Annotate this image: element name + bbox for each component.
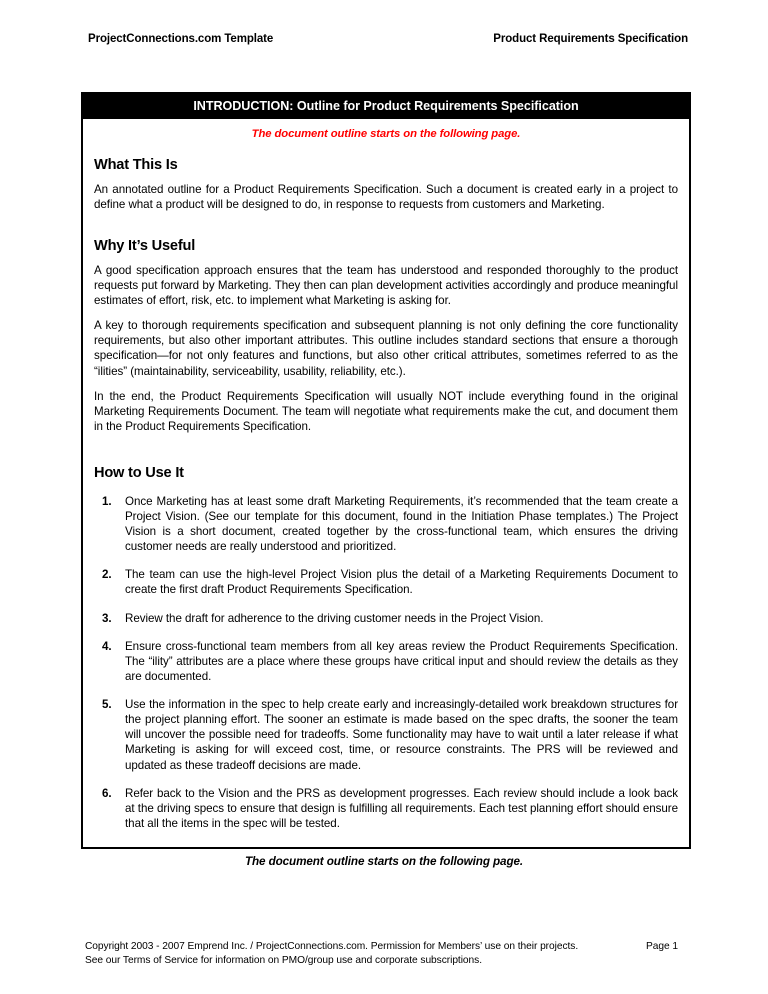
header-document-title: Product Requirements Specification xyxy=(493,33,688,45)
why-its-useful-paragraph-2: A key to thorough requirements specification and subsequent planning is not only defining the core functionality requirements, but also other important attributes. This outline includes standard sections that ensure a thorough specification—for not only features and functions, but also other critical attributes, sometimes referred to as the “ilities” (maintainability, serviceability, usability, reliability, etc.). xyxy=(94,319,678,378)
list-item-text: Ensure cross-functional team members from all key areas review the Product Requirements Specification. The “ility” attributes are a place where these groups have critical input and should review the details as they are documented. xyxy=(125,639,678,683)
footer-copyright: Copyright 2003 - 2007 Emprend Inc. / ProjectConnections.com. Permission for Members’ use on their projects. xyxy=(85,941,579,952)
list-item-text: The team can use the high-level Project Vision plus the detail of a Marketing Requirements Document to create the first draft Product Requirements Specification. xyxy=(125,568,678,597)
list-item-number: 4. xyxy=(102,639,112,653)
list-item-number: 2. xyxy=(102,568,112,582)
what-this-is-paragraph-1: An annotated outline for a Product Requirements Specification. Such a document is created early in a project to define what a product will be designed to do, in response to requests from customers and Marketing. xyxy=(94,183,678,212)
why-its-useful-paragraph-3: In the end, the Product Requirements Specification will usually NOT include everything found in the original Marketing Requirements Document. The team will negotiate what requirements make the cut, and document them in the Product Requirements Specification. xyxy=(94,389,678,433)
introduction-box-body xyxy=(83,119,689,847)
closing-outline-notice: The document outline starts on the following page. xyxy=(244,855,524,868)
list-item-number: 3. xyxy=(102,611,112,625)
heading-what-this-is: What This Is xyxy=(94,157,178,173)
list-item-text: Review the draft for adherence to the driving customer needs in the Project Vision. xyxy=(125,611,544,625)
running-header xyxy=(88,33,688,45)
why-its-useful-paragraph-1: A good specification approach ensures that the team has understood and responded thoroughly to the product requests put forward by Marketing. They then can plan development activities accordingly and produce meaningful estimates of effort, risk, etc. to implement what Marketing is asking for. xyxy=(94,264,678,308)
list-item-text: Use the information in the spec to help create early and increasingly-detailed work breakdown structures for the project planning effort. The sooner an estimate is made based on the spec drafts, the sooner the team will uncover the possible need for tradeoffs. Some functionality may have to wait until a later release if what Marketing is asking for will exceed cost, time, or resource constraints. The PRS will be reviewed and updated as these tradeoff decisions are made. xyxy=(125,698,678,772)
list-item-number: 6. xyxy=(102,786,112,800)
list-item xyxy=(94,786,678,831)
introduction-box-titlebar: INTRODUCTION: Outline for Product Requirements Specification xyxy=(83,94,689,119)
list-item xyxy=(94,639,678,684)
list-item-number: 5. xyxy=(102,698,112,711)
introduction-box xyxy=(81,92,691,849)
footer-page-number: Page 1 xyxy=(646,941,678,952)
heading-how-to-use-it: How to Use It xyxy=(94,464,184,481)
list-item xyxy=(94,697,678,773)
list-item-text: Once Marketing has at least some draft Marketing Requirements, it’s recommended that the team create a Project Vision. (See our template for this document, found in the Initiation Phase templates.) The Project Vision is a short document, created together by the cross-functional team, which ensures the driving customer needs are really understood and prioritized. xyxy=(125,494,678,554)
heading-why-its-useful: Why It’s Useful xyxy=(94,238,196,255)
page-footer xyxy=(85,940,685,968)
list-item xyxy=(94,494,678,555)
footer-terms: See our Terms of Service for information on PMO/group use and corporate subscriptions. xyxy=(85,955,482,967)
footer-line-1 xyxy=(85,940,685,954)
header-template-name: ProjectConnections.com Template xyxy=(88,33,274,45)
list-item-text: Refer back to the Vision and the PRS as development progresses. Each review should include a look back at the driving specs to ensure that design is fulfilling all requirements. Each test planning effort should ensure that all the items in the spec will be tested. xyxy=(125,786,678,830)
list-item xyxy=(94,567,678,597)
red-outline-notice: The document outline starts on the following page. xyxy=(251,128,521,140)
how-to-use-it-list xyxy=(94,494,678,831)
list-item-number: 1. xyxy=(102,494,112,508)
list-item xyxy=(94,611,678,626)
